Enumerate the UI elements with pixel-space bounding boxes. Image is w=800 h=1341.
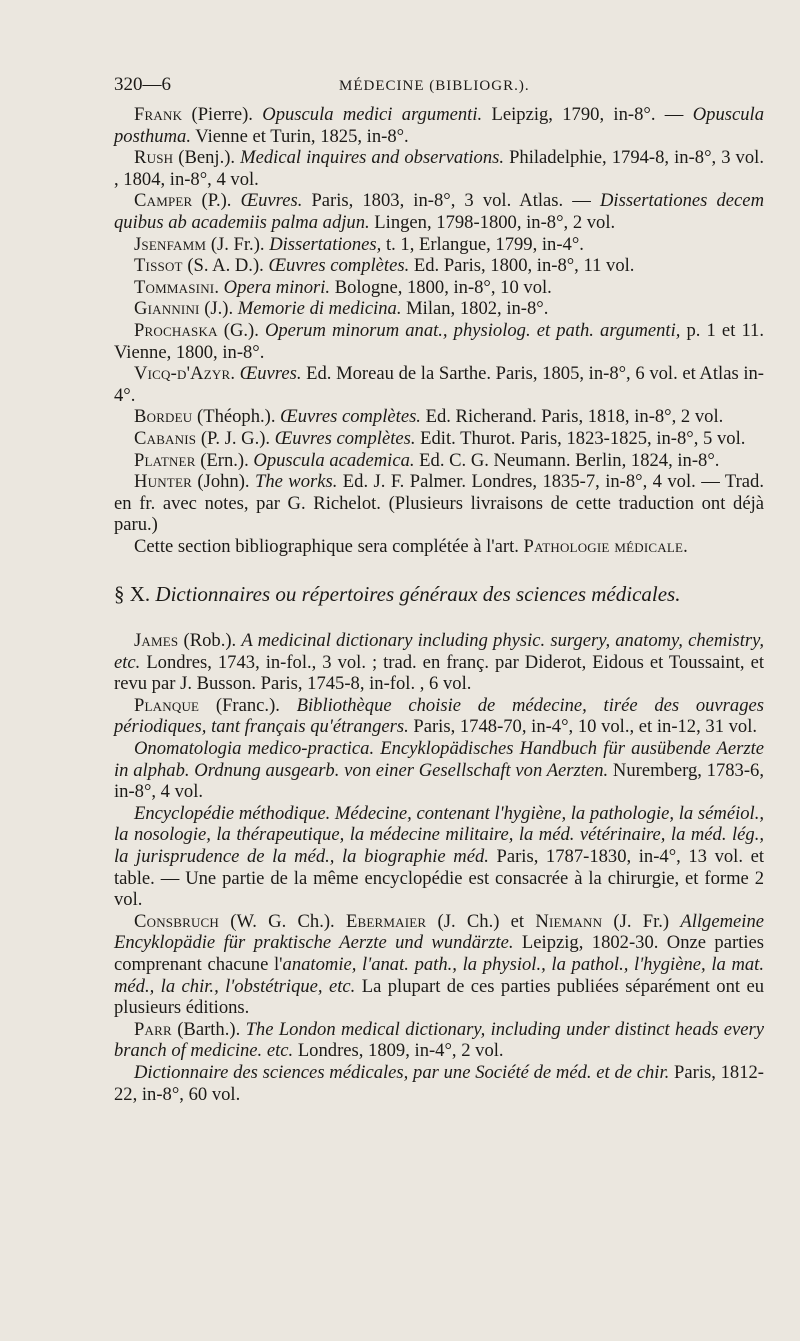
bibliography-entry <box>114 471 764 536</box>
entry-publication: Ed. Richerand. Paris, 1818, in-8°, 2 vol. <box>420 406 724 428</box>
entry-title: Œuvres complètes. <box>274 427 416 449</box>
entry-title: Œuvres. <box>239 363 302 385</box>
bibliography-entry <box>114 911 764 1019</box>
running-header <box>114 74 764 104</box>
entry-text: (Ern.). <box>195 449 254 471</box>
bibliography-entry <box>114 363 764 406</box>
entry-title: Encyclopédie méthodique. Médecine, contenant l'hygiène, la pathologie, la séméiol., la nosologie, la thérapeutique, la médecine militaire, la méd. vétérinaire, la méd. lég., la jurisprudence de la méd., la biographie méd. <box>114 802 764 867</box>
page-text <box>114 74 764 1105</box>
entry-author: Planque <box>134 694 200 716</box>
entry-title: Opuscula medici argumenti. <box>262 104 483 125</box>
entry-publication: Paris, 1803, in-8°, 3 vol. Atlas. — <box>302 190 600 212</box>
entry-text: (Barth.). <box>171 1018 246 1040</box>
entry-text: . <box>214 276 224 298</box>
entry-text: (J.). <box>199 298 238 320</box>
running-title: MÉDECINE (BIBLIOGR.). <box>339 78 530 94</box>
entry-title: The works. <box>254 471 338 493</box>
bibliography-entry <box>114 428 764 450</box>
entry-title: Allgemeine Encyklopädie für praktische Aerzte und wundärzte. <box>114 910 764 954</box>
entry-title: Bibliothèque choisie de médecine, tirée des ouvrages périodiques, tant français qu'étrangers. <box>114 694 764 738</box>
entry-publication: Leipzig, 1802-30. Onze parties comprenant chacune l' <box>114 932 764 975</box>
entry-title: Dissertationes, <box>269 233 382 255</box>
entry-title: A medicinal dictionary including physic. surgery, anatomy, chemistry, etc. <box>114 630 764 673</box>
entry-publication: Edit. Thurot. Paris, 1823-1825, in-8°, 5 vol. <box>415 427 746 449</box>
bibliography-entry <box>114 104 764 147</box>
entry-author: Camper <box>134 190 193 212</box>
entry-text: (Benj.). <box>173 147 241 169</box>
bibliography-entry <box>114 277 764 299</box>
bibliography-entry <box>114 190 764 233</box>
entry-author: Giannini <box>134 298 200 320</box>
entry-publication: p. 1 et 11. Vienne, 1800, in-8°. <box>114 319 764 363</box>
bibliography-entry <box>114 298 764 320</box>
entry-publication: Paris, 1748-70, in-4°, 10 vol., et in-12, 31 vol. <box>408 716 758 738</box>
entry-text: (Théoph.). <box>192 406 281 428</box>
entry-publication: Londres, 1743, in-fol., 3 vol. ; trad. en franç. par Diderot, Eidous et Toussaint, et revu par J. Busson. Paris, 1745-8, in-fol. , 6 vol. <box>114 651 764 695</box>
entry-title: Medical inquires and observations. <box>240 147 505 169</box>
entry-title: Operum minorum anat., physiolog. et path. argumenti, <box>264 319 681 341</box>
entry-title: Opuscula posthuma. <box>114 104 764 147</box>
entry-title: Œuvres complètes. <box>268 255 410 277</box>
entry-publication: Vienne et Turin, 1825, in-8°. <box>190 125 409 147</box>
entry-publication: Paris, 1812-22, in-8°, 60 vol. <box>114 1061 765 1105</box>
entry-title: Œuvres. <box>240 190 303 212</box>
entry-publication: Lingen, 1798-1800, in-8°, 2 vol. <box>369 211 616 233</box>
entry-publication: Leipzig, 1790, in-8°. — <box>482 104 693 125</box>
entry-author: Cabanis <box>134 427 197 449</box>
entry-author: Bordeu <box>134 406 193 428</box>
entry-author: Prochaska <box>134 319 218 341</box>
bibliography-entry <box>114 738 764 803</box>
entry-author: Rush <box>134 147 174 169</box>
entry-author: James <box>134 630 179 652</box>
entry-title: Opuscula academica. <box>253 449 415 471</box>
entry-publication: Nuremberg, 1783-6, in-8°, 4 vol. <box>114 759 764 803</box>
entry-publication: Ed. Moreau de la Sarthe. Paris, 1805, in-8°, 6 vol. et Atlas in-4°. <box>114 363 764 406</box>
entry-title: The London medical dictionary, including under distinct heads every branch of medicine. etc. <box>114 1018 764 1062</box>
entry-title: Dissertationes decem quibus ab academiis palma adjun. <box>114 190 764 233</box>
entry-publication: La plupart de ces parties publiées séparément ont eu plusieurs éditions. <box>114 975 764 1019</box>
entry-crossref: Pathologie médicale. <box>523 535 688 557</box>
entry-text: (J. Fr.). <box>206 233 270 255</box>
entry-text: (P.). <box>192 190 241 212</box>
entry-publication: Londres, 1809, in-4°, 2 vol. <box>293 1040 504 1062</box>
entry-text: (J. Fr.) <box>602 910 681 932</box>
entry-text: Cette section bibliographique sera complétée à l'art. <box>134 535 524 557</box>
entry-author: Vicq-d'Azyr <box>134 363 231 385</box>
entry-title: Memorie di medicina. <box>237 298 402 320</box>
bibliography-list-b <box>114 630 764 1105</box>
entry-author: Niemann <box>535 910 603 932</box>
bibliography-entry <box>114 695 764 738</box>
entry-text: (J. Ch.) et <box>426 910 536 932</box>
entry-author: Frank <box>134 104 183 125</box>
entry-author: Tommasini <box>134 276 215 298</box>
bibliography-entry <box>114 255 764 277</box>
entry-text: (W. G. Ch.). <box>219 910 346 932</box>
entry-title: anatomie, l'anat. path., la physiol., la pathol., l'hygiène, la mat. méd., la chir., l'obstétrique, etc. <box>114 953 764 997</box>
bibliography-entry <box>114 147 764 190</box>
bibliography-entry <box>114 406 764 428</box>
bibliography-list-a <box>114 104 764 557</box>
bibliography-entry <box>114 320 764 363</box>
page-number: 320—6 <box>114 74 171 95</box>
entry-text: (Franc.). <box>199 694 297 716</box>
entry-author: Hunter <box>134 471 192 493</box>
entry-author: Consbruch <box>134 910 219 932</box>
section-title: Dictionnaires ou répertoires généraux des sciences médicales. <box>155 582 681 607</box>
entry-text: (Rob.). <box>178 630 242 652</box>
entry-title: Opera minori. <box>223 276 331 298</box>
section-number: § X. <box>114 582 151 607</box>
entry-author: Tissot <box>134 255 183 277</box>
entry-publication: Philadelphie, 1794-8, in-8°, 3 vol. , 1804, in-8°, 4 vol. <box>114 147 764 190</box>
entry-publication: Ed. J. F. Palmer. Londres, 1835-7, in-8°, 4 vol. — Trad. en fr. avec notes, par G. Richelot. (Plusieurs livraisons de cette traduction ont déjà paru.) <box>114 471 764 536</box>
bibliography-entry <box>114 234 764 256</box>
entry-text: (S. A. D.). <box>182 255 269 277</box>
bibliography-entry <box>114 1062 764 1105</box>
entry-author: Parr <box>134 1018 172 1040</box>
entry-title: Œuvres complètes. <box>280 406 421 428</box>
entry-text: (John). <box>191 471 255 493</box>
section-heading <box>114 584 764 606</box>
entry-publication: Paris, 1787-1830, in-4°, 13 vol. et table. — Une partie de la même encyclopédie est consacrée à la chirurgie, et forme 2 vol. <box>114 846 764 911</box>
entry-author: Jsenfamm <box>134 233 207 255</box>
entry-publication: t. 1, Erlangue, 1799, in-4°. <box>381 233 584 255</box>
bibliography-entry <box>114 803 764 911</box>
entry-publication: Ed. Paris, 1800, in-8°, 11 vol. <box>409 255 635 277</box>
entry-publication: Milan, 1802, in-8°. <box>401 298 549 320</box>
bibliography-entry <box>114 1019 764 1062</box>
entry-publication: Bologne, 1800, in-8°, 10 vol. <box>330 276 552 298</box>
bibliography-entry <box>114 630 764 695</box>
bibliography-entry <box>114 536 764 558</box>
entry-author: Ebermaier <box>345 910 427 932</box>
entry-author: Platner <box>134 449 196 471</box>
entry-text: (G.). <box>217 319 265 341</box>
entry-text: (Pierre). <box>182 104 263 125</box>
entry-text: . <box>230 363 240 385</box>
entry-title: Dictionnaire des sciences médicales, par une Société de méd. et de chir. <box>134 1061 670 1083</box>
entry-publication: Ed. C. G. Neumann. Berlin, 1824, in-8°. <box>414 449 720 471</box>
entry-text: (P. J. G.). <box>196 427 275 449</box>
bibliography-entry <box>114 450 764 472</box>
entry-title: Onomatologia medico-practica. Encyklopädisches Handbuch für ausübende Aerzte in alphab. Ordnung ausgearb. von einer Gesellschaft von Aerzten. <box>114 738 764 781</box>
